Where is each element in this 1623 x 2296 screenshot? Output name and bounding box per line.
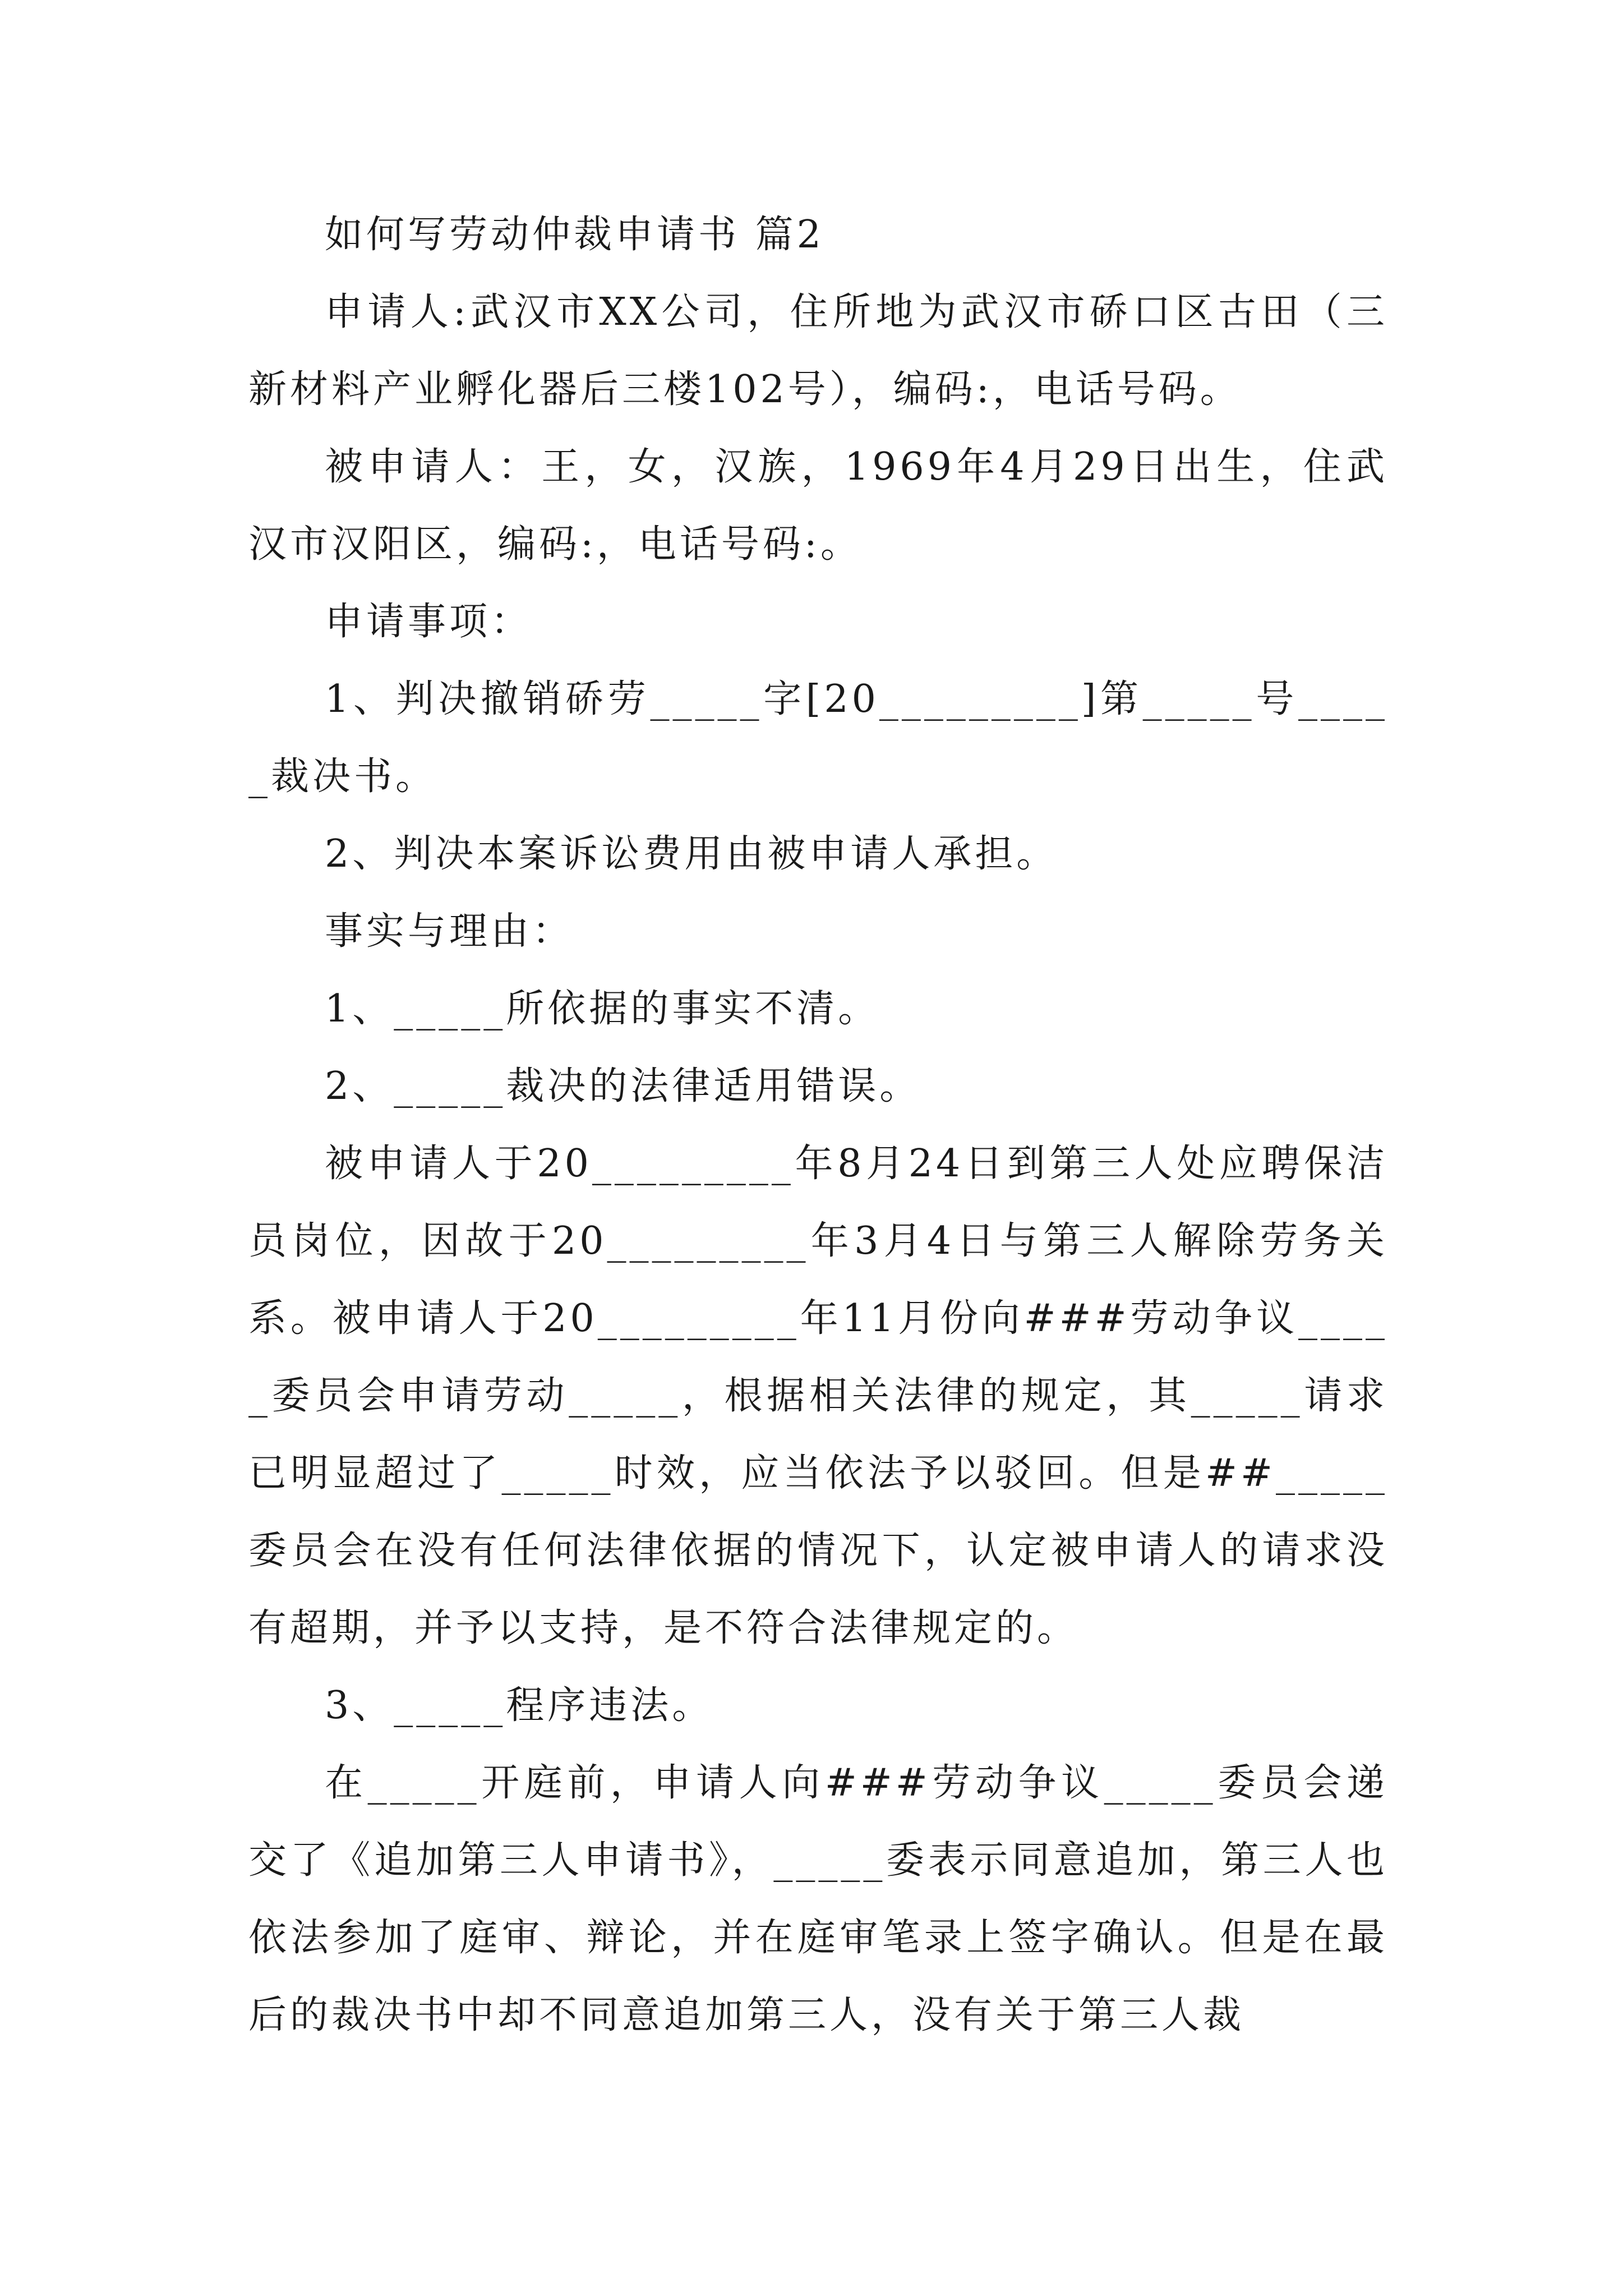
- respondent-paragraph: 被申请人：王，女，汉族，1969年4月29日出生，住武汉市汉阳区，编码:，电话号码:。: [248, 445, 1388, 567]
- procedure-detail-paragraph: 在_____开庭前，申请人向###劳动争议_____委员会递交了《追加第三人申请书》，_____委表示同意追加，第三人也依法参加了庭审、辩论，并在庭审笔录上签字确认。但是在最后的裁决书中却不同意追加第三人，没有关于第三人裁: [248, 1761, 1388, 2037]
- applicant-paragraph: 申请人:武汉市XX公司，住所地为武汉市硚口区古田（三新材料产业孵化器后三楼102号），编码:，电话号码。: [248, 290, 1388, 412]
- claim-item-2: 2、判决本案诉讼费用由被申请人承担。: [325, 832, 1058, 876]
- fact-detail-paragraph: 被申请人于20_________年8月24日到第三人处应聘保洁员岗位，因故于20_________年3月4日与第三人解除劳务关系。被申请人于20_________年11月份向###劳动争议_____委员会申请劳动_____，根据相关法律的规定，其_____请求已明显超过了_____时效，应当依法予以驳回。但是##_____委员会在没有任何法律依据的情况下，认定被申请人的请求没有超期，并予以支持，是不符合法律规定的。: [248, 1142, 1388, 1650]
- fact-item-2: 2、_____裁决的法律适用错误。: [325, 1064, 921, 1108]
- fact-item-3: 3、_____程序违法。: [325, 1683, 714, 1728]
- document-body: [248, 196, 1388, 2054]
- claims-heading: 申请事项：: [325, 600, 533, 644]
- claim-item-1: 1、判决撤销硚劳_____字[20_________]第_____号_____裁决书。: [248, 677, 1388, 799]
- facts-heading: 事实与理由：: [325, 909, 574, 954]
- document-title: 如何写劳动仲裁申请书 篇2: [325, 213, 824, 257]
- fact-item-1: 1、_____所依据的事实不清。: [325, 987, 880, 1031]
